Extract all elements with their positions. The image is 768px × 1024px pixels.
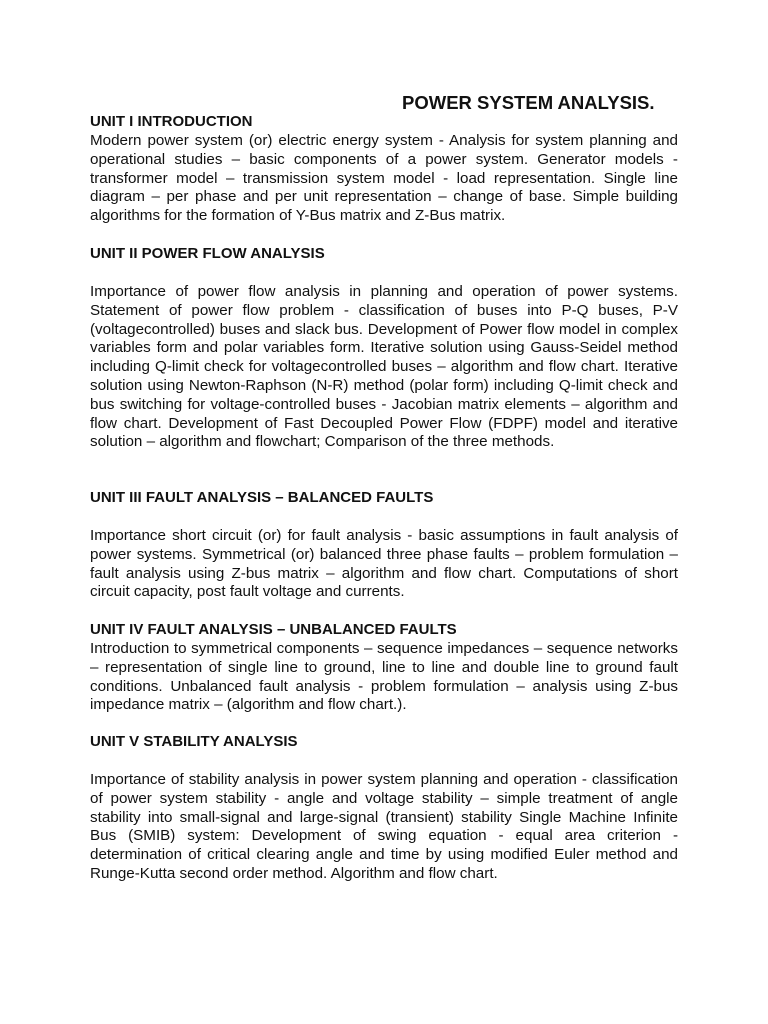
unit-3-body: Importance short circuit (or) for fault analysis - basic assumptions in fault analysis of power systems. Symmetrical (or) balanced three phase faults – problem formulation – fault analysis using Z-bus matrix – algorithm and flow chart. Computations of short circuit capacity, post fault voltage and currents. [90, 527, 678, 601]
unit-4-heading: UNIT IV FAULT ANALYSIS – UNBALANCED FAULTS [90, 621, 457, 638]
document-title: POWER SYSTEM ANALYSIS. [402, 92, 655, 113]
unit-5-heading: UNIT V STABILITY ANALYSIS [90, 733, 298, 750]
unit-5-body: Importance of stability analysis in power system planning and operation - classification of power system stability - angle and voltage stability – simple treatment of angle stability into small-signal and large-signal (transient) stability Single Machine Infinite Bus (SMIB) system: Development of swing equation - equal area criterion - determination of critical clearing angle and time by using modified Euler method and Runge-Kutta second order method. Algorithm and flow chart. [90, 771, 678, 882]
unit-2-body: Importance of power flow analysis in planning and operation of power systems. Statement of power flow problem - classification of buses into P-Q buses, P-V (voltagecontrolled) buses and slack bus. Development of Power flow model in complex variables form and polar variables form. Iterative solution using Gauss-Seidel method including Q-limit check for voltagecontrolled buses – algorithm and flow chart. Iterative solution using Newton-Raphson (N-R) method (polar form) including Q-limit check and bus switching for voltage-controlled buses - Jacobian matrix elements – algorithm and flow chart. Development of Fast Decoupled Power Flow (FDPF) model and iterative solution – algorithm and flowchart; Comparison of the three methods. [90, 283, 678, 451]
unit-2-heading: UNIT II POWER FLOW ANALYSIS [90, 245, 325, 262]
unit-1-heading: UNIT I INTRODUCTION [90, 113, 253, 130]
unit-4-body: Introduction to symmetrical components – sequence impedances – sequence networks – representation of single line to ground, line to line and double line to ground fault conditions. Unbalanced fault analysis - problem formulation – analysis using Z-bus impedance matrix – (algorithm and flow chart.). [90, 640, 678, 714]
unit-1-body: Modern power system (or) electric energy system - Analysis for system planning and operational studies – basic components of a power system. Generator models - transformer model – transmission system model - load representation. Single line diagram – per phase and per unit representation – change of base. Simple building algorithms for the formation of Y-Bus matrix and Z-Bus matrix. [90, 132, 678, 225]
unit-3-heading: UNIT III FAULT ANALYSIS – BALANCED FAULTS [90, 489, 434, 506]
